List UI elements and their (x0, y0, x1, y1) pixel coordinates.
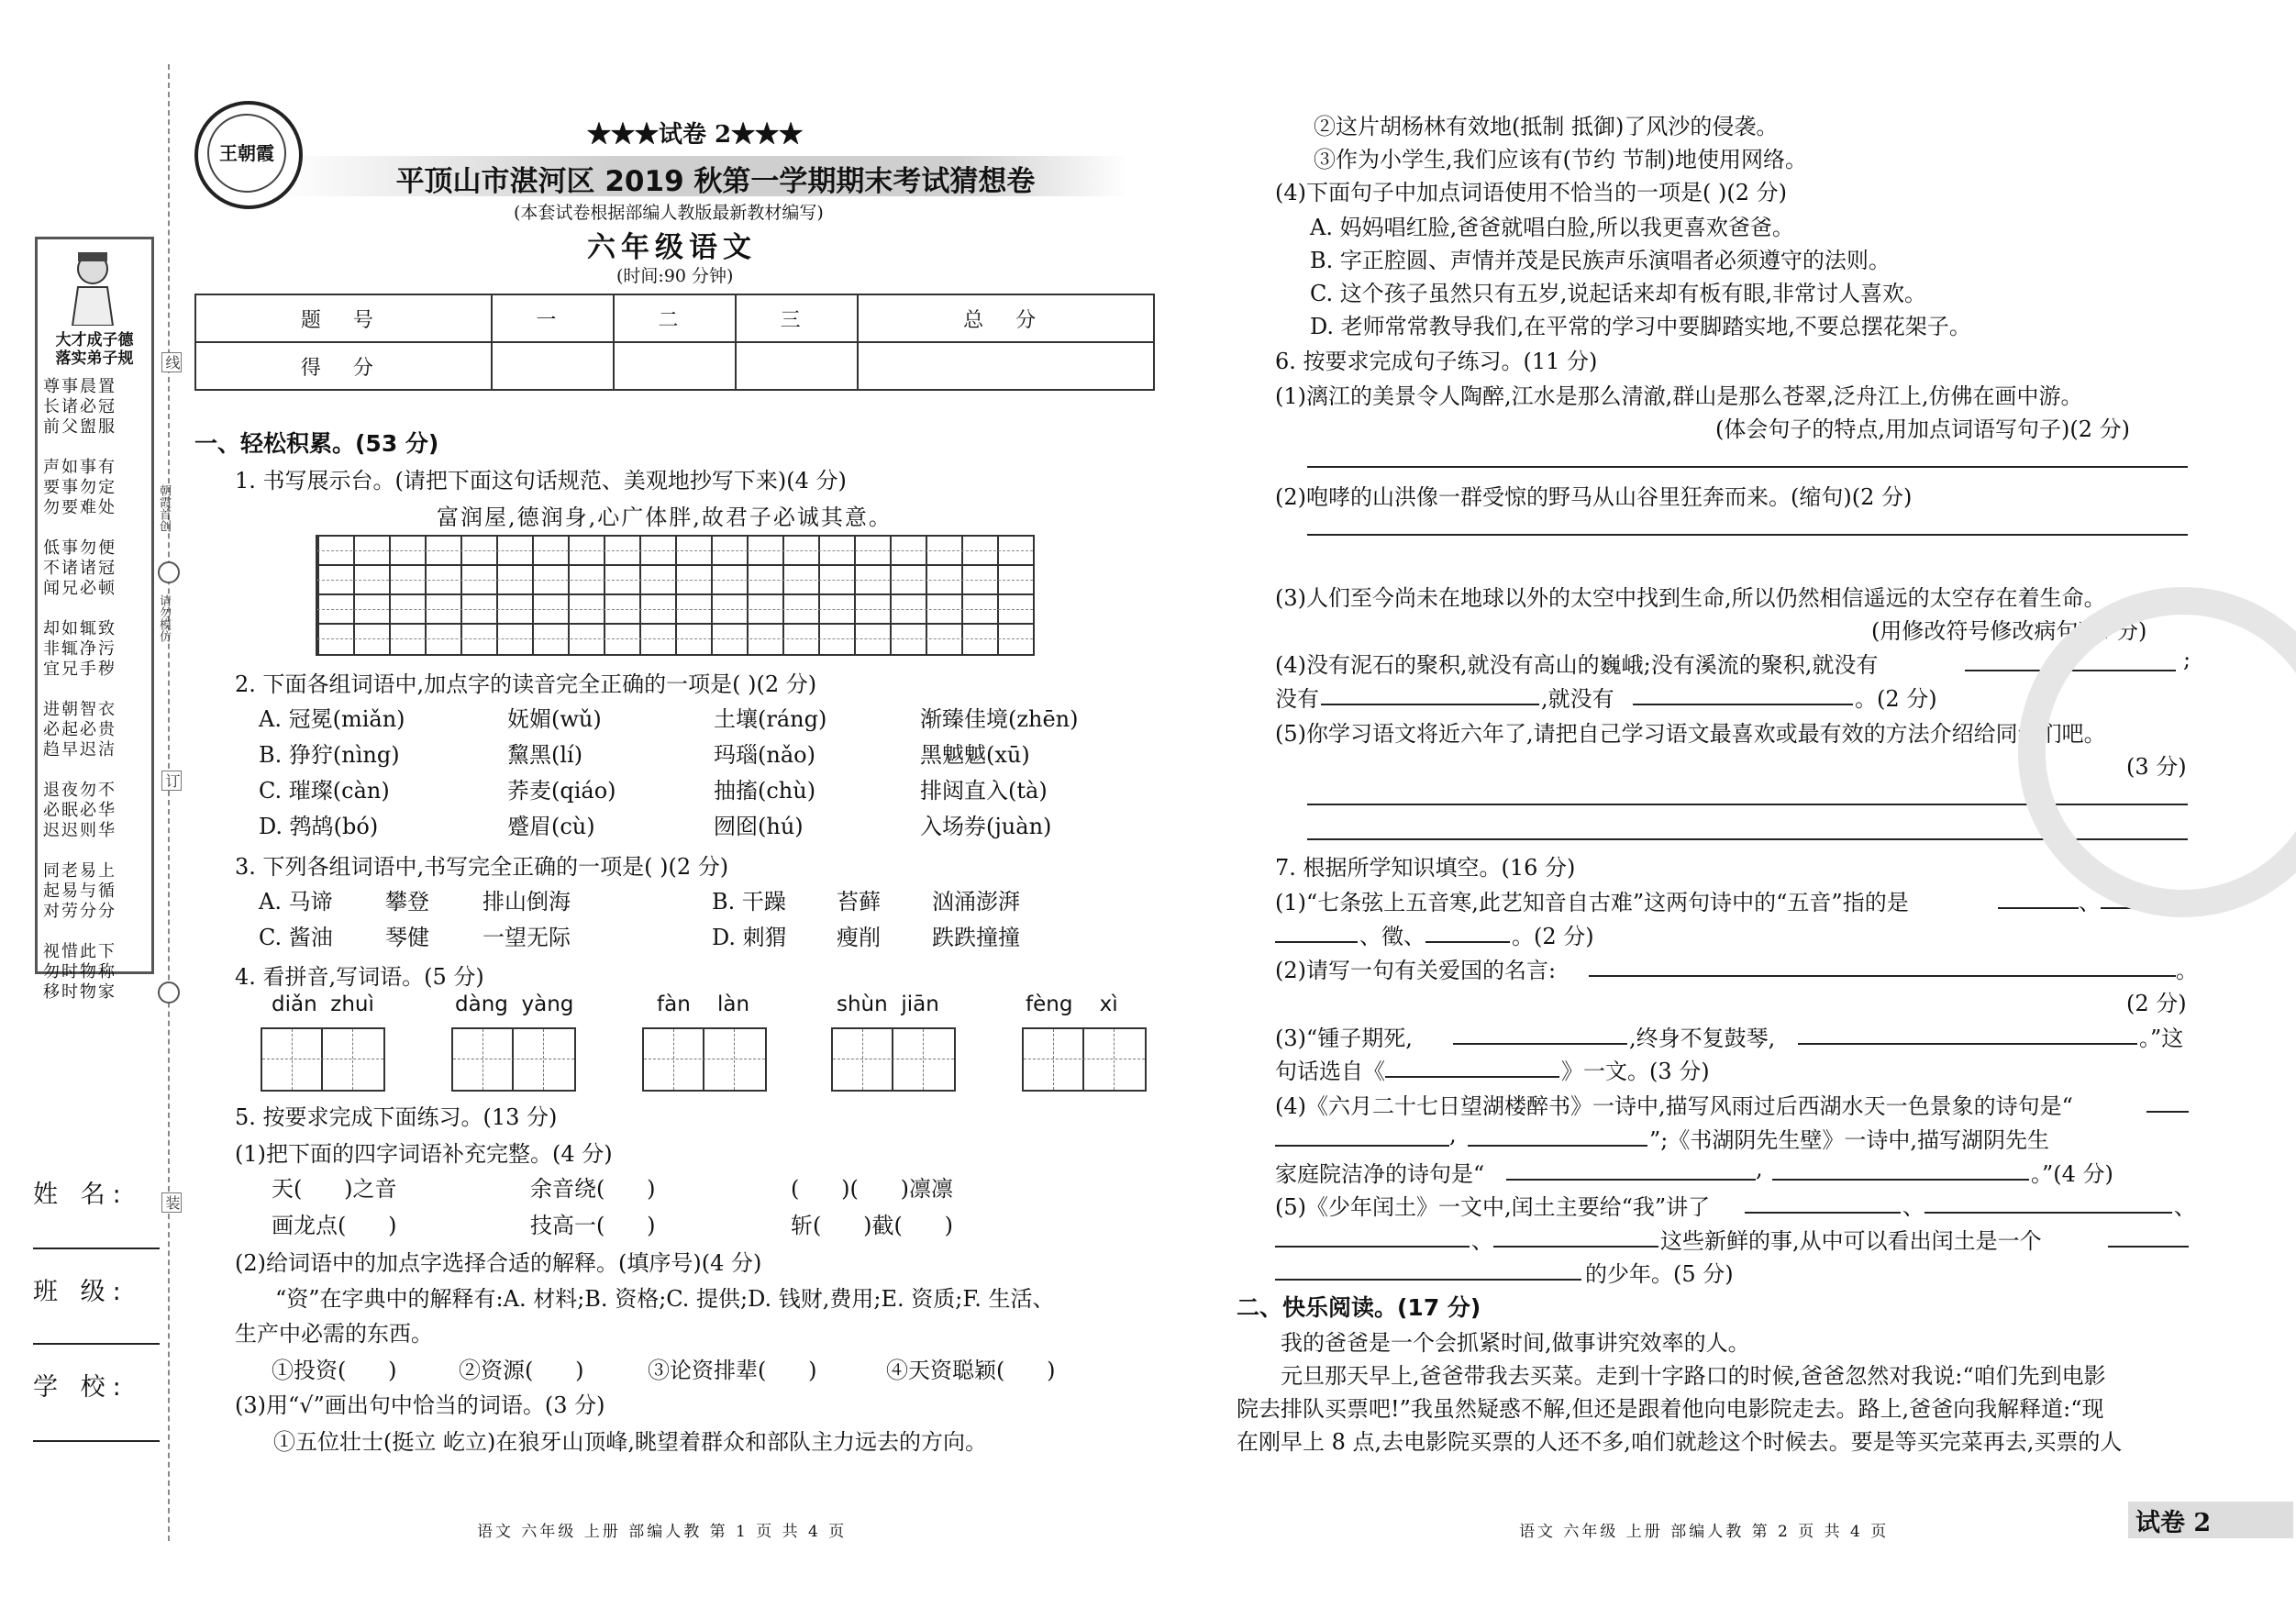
school-label: 学 校: (33, 1373, 128, 1402)
q3-option-cell: C. 酱油 (259, 925, 333, 950)
q2-option-cell: 蹙眉(cù) (507, 814, 595, 839)
section-1-title: 一、轻松积累。(53 分) (194, 430, 439, 457)
score-cell[interactable] (736, 342, 858, 390)
score-header: 三 (736, 294, 858, 342)
q3-option-cell: 一望无际 (482, 925, 571, 950)
q4-prompt: 4. 看拼音,写词语。(5 分) (235, 964, 484, 990)
name-field[interactable] (33, 1248, 160, 1249)
q5-3-item-3: ③作为小学生,我们应该有(节约 节制)地使用网络。 (1314, 147, 1807, 172)
score-header: 二 (614, 294, 736, 342)
cartoon-figure (65, 247, 120, 326)
q4-pinyin: fàn làn (657, 993, 750, 1016)
motto-heading: 大才成子德 落实弟子规 (55, 331, 134, 368)
q6-5-score: (3 分) (2126, 754, 2187, 780)
binding-label-ding: 订 (161, 771, 182, 791)
q5-1-item: 天( )之音 (272, 1176, 397, 1202)
reading-paragraph-2-cont: 院去排队买票吧!”我虽然疑惑不解,但还是跟着他向电影院走去。路上,爸爸向我解释道:“现 (1237, 1396, 2104, 1422)
q6-1-sentence: (1)漓江的美景令人陶醉,江水是那么清澈,群山是那么苍翠,泛舟江上,仿佛在画中游。 (1275, 383, 2083, 409)
q7-1-blank-3[interactable] (1275, 941, 1358, 943)
q7-3-text: (3)“锺子期死, (1275, 1026, 1413, 1051)
q5-3-item-2: ②这片胡杨林有效地(抵制 抵御)了风沙的侵袭。 (1314, 114, 1779, 139)
q5-4-prompt: (4)下面句子中加点词语使用不恰当的一项是( )(2 分) (1275, 180, 1787, 205)
q6-4-blank-2[interactable] (1321, 704, 1539, 705)
binding-note-nocopy: 请勿模仿 (157, 594, 171, 642)
q7-5-blank-1[interactable] (1745, 1212, 1901, 1214)
q3-option-cell: 排山倒海 (482, 889, 571, 915)
q2-option-cell: 抽搐(chù) (714, 778, 816, 804)
q6-2-sentence: (2)咆哮的山洪像一群受惊的野马从山谷里狂奔而来。(缩句)(2 分) (1275, 484, 1913, 510)
q6-5-prompt: (5)你学习语文将近六年了,请把自己学习语文最喜欢或最有效的方法介绍给同学们吧。 (1275, 721, 2106, 747)
q6-1-requirement: (体会句子的特点,用加点词语写句子)(2 分) (1715, 416, 2130, 442)
q4-pinyin: dàng yàng (455, 993, 574, 1016)
q7-4-text: (4)《六月二十七日望湖楼醉书》一诗中,描写风雨过后西湖水天一色景象的诗句是“ (1275, 1093, 2073, 1119)
handwriting-grid[interactable] (316, 535, 1035, 656)
class-field[interactable] (33, 1343, 160, 1345)
q2-option-cell: C. 璀璨(càn) (259, 778, 390, 804)
q7-1-text: (1)“七条弦上五音寒,此艺知音自古难”这两句诗中的“五音”指的是 (1275, 890, 1909, 915)
q1-prompt: 1. 书写展示台。(请把下面这句话规范、美观地抄写下来)(4 分) (235, 468, 847, 494)
q6-3-requirement: (用修改符号修改病句)(2 分) (1871, 618, 2147, 644)
q3-option-cell: D. 刺猬 (712, 925, 787, 950)
q7-prompt: 7. 根据所学知识填空。(16 分) (1275, 855, 1576, 881)
q7-4-blank-3[interactable] (1468, 1145, 1647, 1147)
motto-panel (35, 237, 154, 1002)
q7-5-text-mid: 这些新鲜的事,从中可以看出闰土是一个 (1660, 1228, 2042, 1254)
q2-option-cell: B. 狰狞(nìng) (259, 742, 400, 768)
q2-prompt: 2. 下面各组词语中,加点字的读音完全正确的一项是( )(2 分) (235, 671, 817, 697)
q2-option-cell: 黑魆魆(xū) (920, 742, 1030, 768)
q7-3-blank-1[interactable] (1453, 1043, 1627, 1045)
q6-4-score: 。(2 分) (1855, 686, 1937, 712)
q6-1-answer-line[interactable] (1307, 466, 2188, 468)
q6-4-blank-3[interactable] (1633, 704, 1853, 705)
q7-4-score: 。”(4 分) (2031, 1161, 2113, 1187)
class-label: 班 级: (33, 1278, 128, 1306)
binding-note-original: 朝霞首创 (157, 484, 171, 532)
q7-4-blank-2[interactable] (1275, 1145, 1449, 1147)
q7-3-text-end: 。”这 (2139, 1026, 2184, 1051)
q4-answer-box[interactable] (261, 1027, 385, 1092)
q5-2-item: ①投资( ) (272, 1358, 397, 1383)
q3-option-cell: B. 干躁 (712, 889, 786, 915)
q7-5-comma-3: 、 (1471, 1228, 1493, 1254)
score-cell[interactable] (858, 342, 1154, 390)
q7-5-comma-2: 、 (2174, 1194, 2196, 1220)
q2-option-cell: 排闼直入(tà) (920, 778, 1048, 804)
q5-2-prompt: (2)给词语中的加点字选择合适的解释。(填序号)(4 分) (235, 1250, 762, 1276)
footer-badge: 试卷 2 (2135, 1509, 2212, 1537)
q7-2-blank[interactable] (1589, 975, 2176, 977)
motto-text: 尊事晨置 长诸必冠 前父盥服 声如事有 要事勿定 勿要难处 低事勿便 不诸诸冠 闻兄必顿 却如辄致 非辄净污 宜兄手秽 进朝智衣 必起必贵 趋早迟洁 退夜勿不 必眠必华 迟迟则华 同老易上 起易与循 对劳分分 视惜此下 勿时物称 移时物家 (43, 377, 116, 1002)
q3-option-cell: 苔藓 (837, 889, 881, 915)
q4-pinyin: diǎn zhuì (272, 993, 374, 1016)
score-cell[interactable] (492, 342, 614, 390)
exam-title: 平顶山市湛河区 2019 秋第一学期期末考试猜想卷 (395, 165, 1036, 198)
q5-1-item: 技高一( ) (530, 1213, 656, 1238)
q7-5-blank-2[interactable] (1924, 1212, 2172, 1214)
q7-5-blank-6[interactable] (1275, 1279, 1581, 1281)
q7-1-comma: 、 (2079, 890, 2101, 915)
q6-4-connector: ,就没有 (1541, 686, 1614, 712)
q7-1-score: 。(2 分) (1512, 924, 1594, 949)
q2-option-cell: 玛瑙(nǎo) (714, 742, 815, 768)
q4-pinyin: fèng xì (1026, 993, 1118, 1016)
q6-2-answer-line[interactable] (1307, 534, 2188, 536)
q7-4-text-mid: ”;《书湖阴先生壁》一诗中,描写湖阴先生 (1649, 1127, 2049, 1153)
q7-2-text: (2)请写一句有关爱国的名言: (1275, 958, 1557, 983)
q3-option-cell: A. 马谛 (259, 889, 333, 915)
q7-4-blank-1[interactable] (2146, 1111, 2189, 1113)
punch-hole (158, 981, 180, 1004)
q2-option-cell: 土壤(ráng) (714, 706, 827, 732)
q5-1-item: 斩( )截( ) (791, 1213, 953, 1238)
q2-option-cell: 荞麦(qiáo) (507, 778, 616, 804)
score-cell[interactable] (614, 342, 736, 390)
q7-3-text-mid: ,终身不复鼓琴, (1629, 1026, 1776, 1051)
q7-5-comma-1: 、 (1902, 1194, 1924, 1220)
q3-option-cell: 琴健 (385, 925, 429, 950)
q5-2-item: ②资源( ) (459, 1358, 584, 1383)
q4-answer-box[interactable] (642, 1027, 767, 1092)
q7-1-blank-4[interactable] (1425, 941, 1510, 943)
exam-time: (时间:90 分钟) (616, 266, 734, 286)
q2-option-cell: 妩媚(wǔ) (507, 706, 602, 732)
score-header: 总 分 (858, 294, 1154, 342)
q7-4-blank-4[interactable] (1506, 1179, 1756, 1181)
q2-option-cell: 黧黑(lí) (507, 742, 583, 768)
q7-2-period: 。 (2176, 958, 2198, 983)
reading-paragraph-2-cont2: 在刚早上 8 点,去电影院买票的人还不多,咱们就趁这个时候去。要是等买完菜再去,买票的人 (1237, 1429, 2123, 1455)
q2-option-cell: A. 冠冕(miǎn) (259, 706, 405, 732)
q7-5-blank-5[interactable] (2108, 1246, 2189, 1248)
q7-4-comma-2: , (1756, 1156, 1763, 1181)
q2-option-cell: D. 鹁鸪(bó) (259, 814, 379, 839)
q7-3-source: 句话选自《 (1275, 1059, 1385, 1084)
q4-answer-box[interactable] (451, 1027, 576, 1092)
q4-pinyin: shùn jiān (837, 993, 939, 1016)
q5-4-option-b: B. 字正腔圆、声情并茂是民族声乐演唱者必须遵守的法则。 (1310, 248, 1891, 273)
q7-2-score: (2 分) (2126, 991, 2187, 1016)
exam-note: (本套试卷根据部编人教版最新教材编写) (514, 203, 824, 223)
q2-option-cell: 渐臻佳境(zhēn) (920, 706, 1079, 732)
reading-paragraph-1: 我的爸爸是一个会抓紧时间,做事讲究效率的人。 (1281, 1330, 1750, 1356)
q2-option-cell: 囫囵(hú) (714, 814, 804, 839)
q5-2-definition: “资”在字典中的解释有:A. 材料;B. 资格;C. 提供;D. 钱财,费用;E. 资质;F. 生活、 (275, 1286, 1055, 1312)
q7-4-text-cont: 家庭院洁净的诗句是“ (1275, 1161, 1485, 1187)
q5-3-prompt: (3)用“√”画出句中恰当的词语。(3 分) (235, 1392, 605, 1418)
q5-4-option-a: A. 妈妈唱红脸,爸爸就唱白脸,所以我更喜欢爸爸。 (1310, 215, 1794, 240)
binding-label-zhuang: 装 (161, 1192, 182, 1213)
q7-4-comma: , (1449, 1122, 1457, 1148)
footer-left: 语文 六年级 上册 部编人教 第 1 页 共 4 页 (477, 1523, 848, 1541)
q7-5-blank-4[interactable] (1493, 1246, 1658, 1248)
q7-1-blank-1[interactable] (1998, 907, 2079, 909)
q6-4-line1: (4)没有泥石的聚积,就没有高山的巍峨;没有溪流的聚积,就没有 (1275, 652, 1879, 678)
q7-4-blank-5[interactable] (1772, 1179, 2029, 1181)
score-table (194, 294, 1155, 391)
q5-1-item: 余音绕( ) (530, 1176, 656, 1202)
q3-prompt: 3. 下列各组词语中,书写完全正确的一项是( )(2 分) (235, 854, 729, 880)
footer-right: 语文 六年级 上册 部编人教 第 2 页 共 4 页 (1519, 1523, 1890, 1541)
q5-2-item: ③论资排辈( ) (648, 1358, 817, 1383)
q6-4-semicolon: ; (2183, 647, 2191, 672)
q3-option-cell: 瘦削 (837, 925, 881, 950)
q3-option-cell: 攀登 (385, 889, 429, 915)
q5-1-item: ( )( )凛凛 (791, 1176, 953, 1202)
q7-3-blank-2[interactable] (1798, 1043, 2137, 1045)
section-2-title: 二、快乐阅读。(17 分) (1237, 1294, 1481, 1321)
q7-5-text: (5)《少年闰土》一文中,闰土主要给“我”讲了 (1275, 1194, 1711, 1220)
q5-4-option-d: D. 老师常常教导我们,在平常的学习中要脚踏实地,不要总摆花架子。 (1310, 314, 1971, 339)
q5-3-item-1: ①五位壮士(挺立 屹立)在狼牙山顶峰,眺望着群众和部队主力远去的方向。 (273, 1429, 987, 1455)
score-header: 一 (492, 294, 614, 342)
name-label: 姓 名: (33, 1181, 128, 1209)
score-header: 题 号 (195, 294, 492, 342)
q2-option-cell: 入场券(juàn) (920, 814, 1052, 839)
q7-5-blank-3[interactable] (1275, 1246, 1470, 1248)
q7-3-blank-3[interactable] (1385, 1076, 1559, 1078)
q5-2-definition-cont: 生产中必需的东西。 (235, 1321, 433, 1347)
q6-4-line2: 没有 (1275, 686, 1319, 712)
q7-5-score: 的少年。(5 分) (1585, 1261, 1734, 1287)
q3-option-cell: 跌跌撞撞 (932, 925, 1020, 950)
q5-1-prompt: (1)把下面的四字词语补充完整。(4 分) (235, 1141, 613, 1167)
binding-label-seal: 线 (161, 352, 182, 372)
q4-answer-box[interactable] (1022, 1027, 1147, 1092)
q4-answer-box[interactable] (831, 1027, 956, 1092)
q3-option-cell: 汹涌澎湃 (932, 889, 1020, 915)
q5-1-item: 画龙点( ) (272, 1213, 397, 1238)
reading-paragraph-2: 元旦那天早上,爸爸带我去买菜。走到十字路口的时候,爸爸忽然对我说:“咱们先到电影 (1281, 1363, 2106, 1389)
q5-prompt: 5. 按要求完成下面练习。(13 分) (235, 1104, 558, 1130)
binding-margin-rule (168, 64, 170, 1541)
publisher-logo (194, 101, 303, 209)
q7-1-text-cont: 、徵、 (1359, 924, 1425, 949)
exam-label: ★★★试卷 2★★★ (587, 121, 804, 149)
logo-text: 王朝霞 (207, 114, 286, 193)
school-field[interactable] (33, 1440, 160, 1442)
score-row-label: 得 分 (195, 342, 492, 390)
q5-2-item: ④天资聪颖( ) (886, 1358, 1056, 1383)
punch-hole (158, 561, 180, 583)
q7-3-score: 》一文。(3 分) (1561, 1059, 1710, 1084)
q1-sentence: 富润屋,德润身,心广体胖,故君子必诚其意。 (437, 505, 893, 530)
q6-prompt: 6. 按要求完成句子练习。(11 分) (1275, 349, 1598, 374)
exam-subject: 六年级语文 (587, 231, 757, 264)
q6-3-sentence: (3)人们至今尚未在地球以外的太空中找到生命,所以仍然相信遥远的太空存在着生命。 (1275, 585, 2106, 611)
q5-4-option-c: C. 这个孩子虽然只有五岁,说起话来却有板有眼,非常讨人喜欢。 (1310, 281, 1927, 306)
